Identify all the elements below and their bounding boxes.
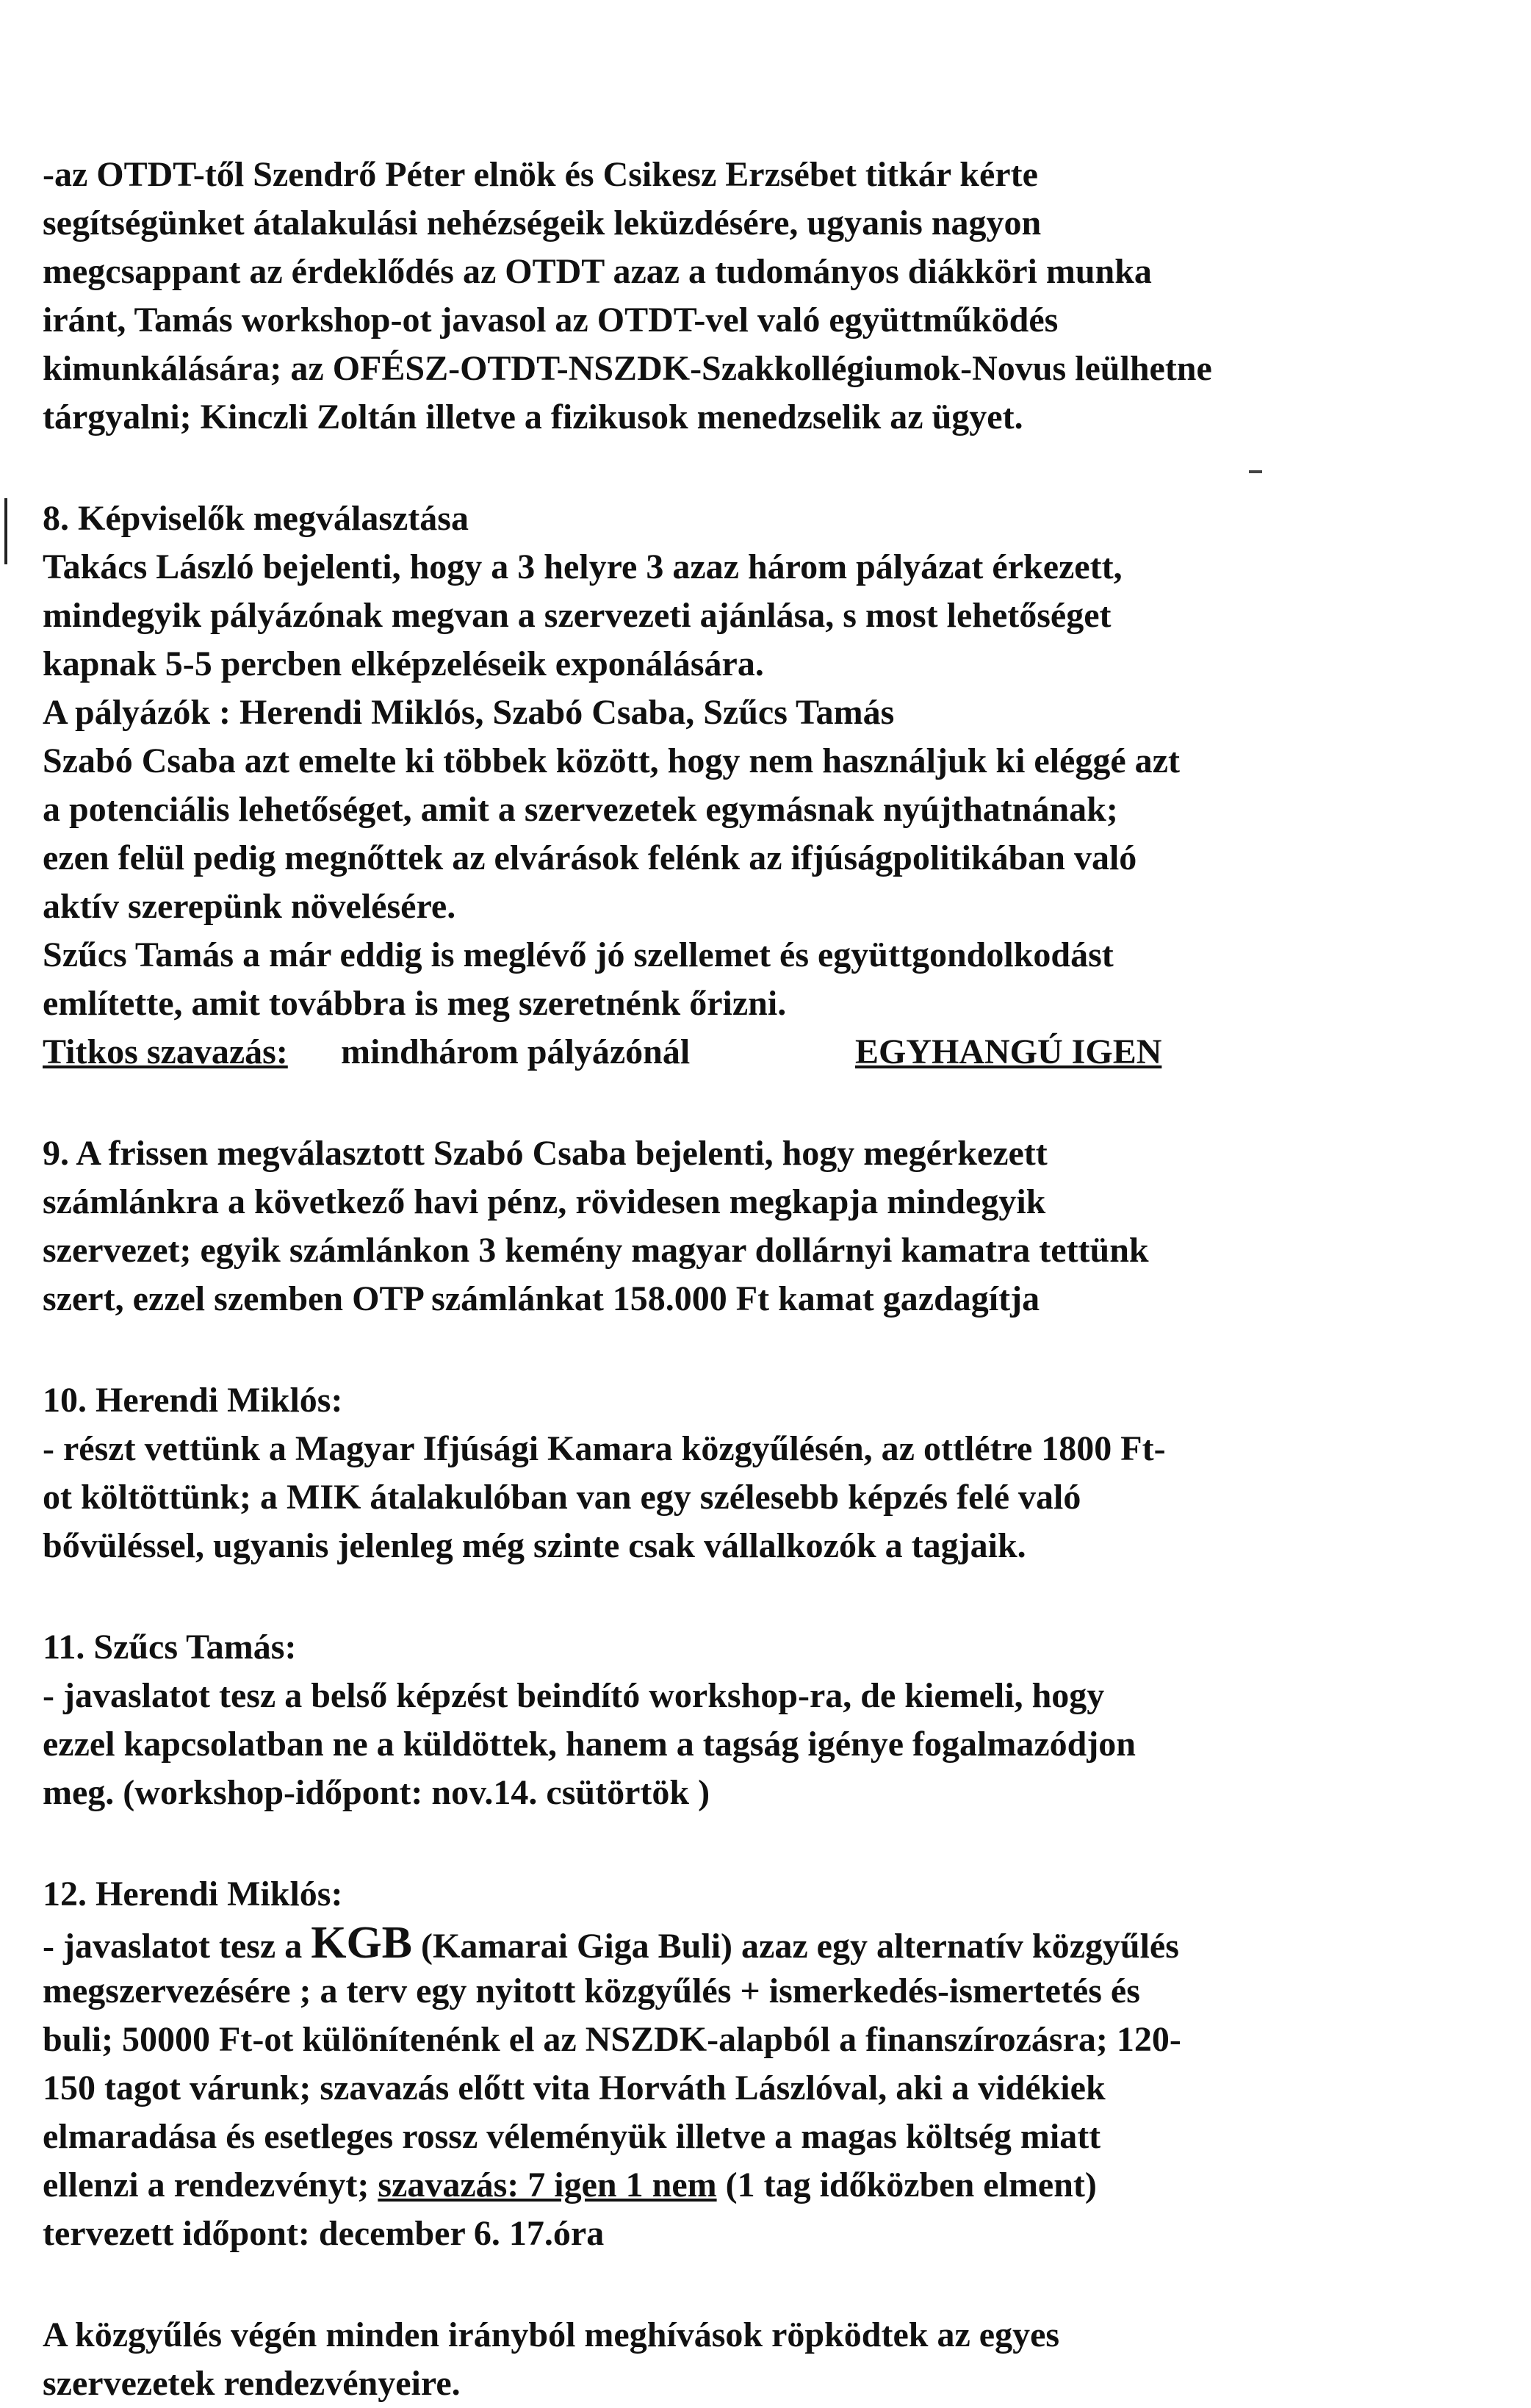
text-line: 9. A frissen megválasztott Szabó Csaba bejelenti, hogy megérkezett xyxy=(43,1134,1048,1173)
text-line: bővüléssel, ugyanis jelenleg még szinte csak vállalkozók a tagjaik. xyxy=(43,1526,1026,1565)
section-heading: 8. Képviselők megválasztása xyxy=(43,499,469,538)
section-heading: 12. Herendi Miklós: xyxy=(43,1875,343,1913)
vote-label: Titkos szavazás: xyxy=(43,1032,288,1071)
text-line: szervezet; egyik számlánkon 3 kemény magyar dollárnyi kamatra tettünk xyxy=(43,1231,1149,1270)
text-line: ezen felül pedig megnőttek az elvárások felénk az ifjúságpolitikában való xyxy=(43,838,1137,877)
text-line: ot költöttünk; a MIK átalakulóban van egy szélesebb képzés felé való xyxy=(43,1478,1081,1517)
section-heading: 11. Szűcs Tamás: xyxy=(43,1628,297,1667)
section-heading: 10. Herendi Miklós: xyxy=(43,1381,343,1420)
text-line: számlánkra a következő havi pénz, rövidesen megkapja mindegyik xyxy=(43,1182,1046,1221)
text-line: - részt vettünk a Magyar Ifjúsági Kamara közgyűlésén, az ottlétre 1800 Ft- xyxy=(43,1429,1166,1468)
text-line: kapnak 5-5 percben elképzeléseik exponálására. xyxy=(43,644,764,683)
text-line: buli; 50000 Ft-ot különítenénk el az NSZDK-alapból a finanszírozásra; 120- xyxy=(43,2020,1181,2059)
vote-row xyxy=(43,1028,1336,1077)
item12-post: (Kamarai Giga Buli) azaz egy alternatív közgyűlés xyxy=(412,1927,1179,1966)
text-line: elmaradása és esetleges rossz véleményük illetve a magas költség miatt xyxy=(43,2117,1101,2156)
kgb-acronym: KGB xyxy=(311,1918,413,1968)
text-line: iránt, Tamás workshop-ot javasol az OTDT-vel való együttműködés xyxy=(43,301,1059,339)
text-line: szervezetek rendezvényeire. xyxy=(43,2364,461,2403)
text-line: Szabó Csaba azt emelte ki többek között, hogy nem használjuk ki eléggé azt xyxy=(43,741,1180,780)
item12-vote-post: (1 tag időközben elment) xyxy=(716,2166,1097,2204)
text-line: A pályázók : Herendi Miklós, Szabó Csaba, Szűcs Tamás xyxy=(43,693,895,732)
text-line: ezzel kapcsolatban ne a küldöttek, hanem a tagság igénye fogalmazódjon xyxy=(43,1725,1136,1764)
item12-vote-pre: ellenzi a rendezvényt; xyxy=(43,2166,378,2204)
text-line: segítségünket átalakulási nehézségeik leküzdésére, ugyanis nagyon xyxy=(43,204,1042,242)
text-line: Takács László bejelenti, hogy a 3 helyre 3 azaz három pályázat érkezett, xyxy=(43,547,1123,586)
text-line: szert, ezzel szemben OTP számlánkat 158.000 Ft kamat gazdagítja xyxy=(43,1279,1040,1318)
document-body xyxy=(43,151,1336,2408)
text-line: megcsappant az érdeklődés az OTDT azaz a tudományos diákköri munka xyxy=(43,252,1152,291)
text-line: meg. (workshop-időpont: nov.14. csütörtök ) xyxy=(43,1773,710,1812)
text-line: 150 tagot várunk; szavazás előtt vita Horváth Lászlóval, aki a vidékiek xyxy=(43,2069,1106,2107)
vote-scope: mindhárom pályázónál xyxy=(341,1032,691,1071)
text-line: tervezett időpont: december 6. 17.óra xyxy=(43,2214,605,2253)
text-line: -az OTDT-től Szendrő Péter elnök és Csikesz Erzsébet titkár kérte xyxy=(43,155,1038,194)
text-line: A közgyűlés végén minden irányból meghívások röpködtek az egyes xyxy=(43,2315,1060,2354)
text-line: - javaslatot tesz a belső képzést beindító workshop-ra, de kiemeli, hogy xyxy=(43,1676,1105,1715)
text-line: megszervezésére ; a terv egy nyitott közgyűlés + ismerkedés-ismertetés és xyxy=(43,1972,1140,2010)
text-line: a potenciális lehetőséget, amit a szervezetek egymásnak nyújthatnának; xyxy=(43,790,1118,829)
item12-vote-label: szavazás: 7 igen 1 nem xyxy=(378,2166,717,2204)
margin-mark xyxy=(4,498,7,564)
text-line: tárgyalni; Kinczli Zoltán illetve a fizikusok menedzselik az ügyet. xyxy=(43,398,1023,436)
text-line: mindegyik pályázónak megvan a szervezeti ajánlása, s most lehetőséget xyxy=(43,596,1112,635)
text-line xyxy=(43,2161,1336,2210)
vote-result: EGYHANGÚ IGEN xyxy=(855,1032,1162,1071)
text-line: említette, amit továbbra is meg szeretnénk őrizni. xyxy=(43,984,787,1023)
text-line: Szűcs Tamás a már eddig is meglévő jó szellemet és együttgondolkodást xyxy=(43,935,1114,974)
text-line: aktív szerepünk növelésére. xyxy=(43,887,456,926)
text-line xyxy=(43,1919,1336,1967)
item12-pre: - javaslatot tesz a xyxy=(43,1927,311,1966)
text-line: kimunkálására; az OFÉSZ-OTDT-NSZDK-Szakkollégiumok-Novus leülhetne xyxy=(43,349,1212,388)
